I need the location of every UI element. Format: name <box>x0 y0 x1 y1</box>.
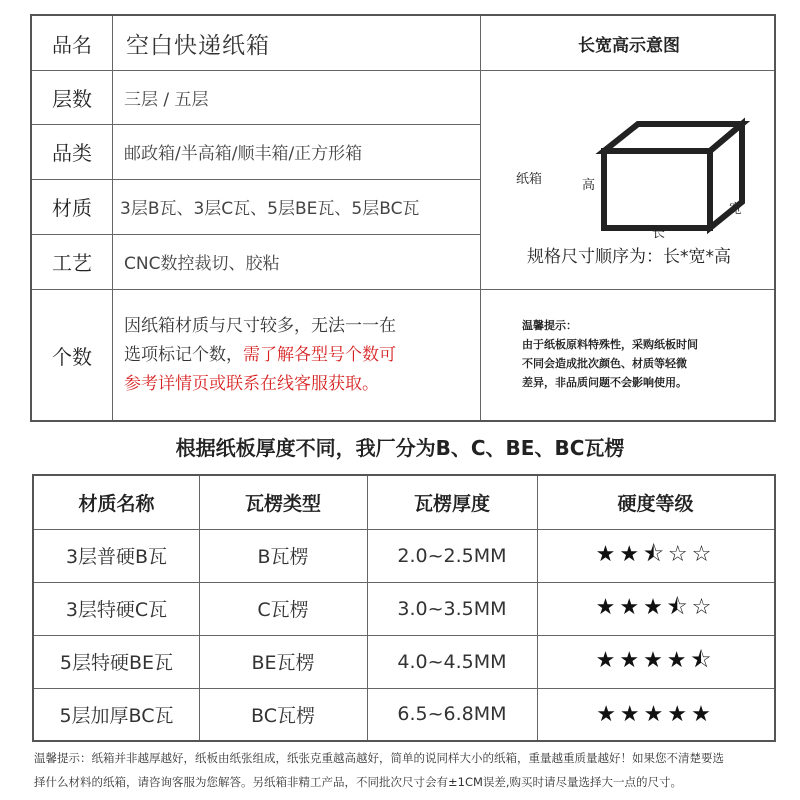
quantity-line-2-highlight: 需了解各型号个数可 <box>243 345 396 365</box>
height-label: 高 <box>582 178 596 193</box>
label-quantity: 个数 <box>52 345 92 369</box>
star-rating: ★★★★⯪ <box>595 647 716 673</box>
diagram-title: 长宽高示意图 <box>578 35 680 56</box>
header-flute-thickness: 瓦楞厚度 <box>413 493 490 515</box>
quantity-line-3-highlight: 参考详情页或联系在线客服获取。 <box>124 374 379 394</box>
table-cell-type: BC瓦楞 <box>251 704 315 727</box>
quantity-line-1: 因纸箱材质与尺寸较多，无法一一在 <box>124 316 396 336</box>
table-cell-name: 5层加厚BC瓦 <box>59 704 174 727</box>
table-cell-name: 3层特硬C瓦 <box>65 599 168 621</box>
value-quantity <box>124 312 480 399</box>
grade-table <box>32 474 776 742</box>
header-material-name: 材质名称 <box>78 493 155 515</box>
table-cell-thickness: 4.0~4.5MM <box>397 650 507 673</box>
label-material: 材质 <box>52 196 92 220</box>
value-category: 邮政箱/半高箱/顺丰箱/正方形箱 <box>124 144 363 164</box>
value-layers: 三层 / 五层 <box>124 89 209 110</box>
footer-note <box>34 746 774 794</box>
tip-note <box>522 316 772 392</box>
table-cell-type: BE瓦楞 <box>251 652 315 674</box>
width-label: 宽 <box>729 202 743 217</box>
quantity-line-2-text: 选项标记个数， <box>124 345 243 365</box>
divider <box>32 289 774 290</box>
footer-line: 择什么材料的纸箱，请咨询客服为您解答。另纸箱非精工产品，不同批次尺寸会有±1CM误差,购买时请尽量选择大一点的尺寸。 <box>34 775 683 789</box>
table-cell-name: 3层普硬B瓦 <box>65 546 168 568</box>
divider <box>480 70 774 71</box>
value-product-name: 空白快递纸箱 <box>126 32 270 59</box>
footer-line: 温馨提示：纸箱并非越厚越好，纸板由纸张组成，纸张克重越高越好，简单的说同样大小的纸箱，重量越重质量越好！如果您不清楚要选 <box>34 751 724 765</box>
header-flute-type: 瓦楞类型 <box>244 493 321 515</box>
star-rating: ★★★★★ <box>596 701 715 727</box>
star-rating: ★★⯪☆☆ <box>595 541 716 567</box>
tip-line: 差异，非品质问题不会影响使用。 <box>522 376 687 389</box>
box-label: 纸箱 <box>516 172 543 187</box>
header-hardness: 硬度等级 <box>617 493 694 515</box>
divider <box>112 16 113 420</box>
label-process: 工艺 <box>52 251 92 275</box>
quantity-line-2 <box>124 341 480 370</box>
label-product-name: 品名 <box>52 32 92 57</box>
spec-table <box>30 14 776 422</box>
section-subtitle: 根据纸板厚度不同，我厂分为B、C、BE、BC瓦楞 <box>175 436 625 460</box>
table-cell-type: C瓦楞 <box>257 599 309 621</box>
dimension-order-text: 规格尺寸顺序为：长*宽*高 <box>527 247 731 267</box>
tip-line: 由于纸板原料特殊性，采购纸板时间 <box>522 338 698 351</box>
table-cell-thickness: 6.5~6.8MM <box>397 703 507 725</box>
star-rating: ★★★⯪☆ <box>595 594 716 620</box>
length-label: 长 <box>652 226 666 241</box>
value-material: 3层B瓦、3层C瓦、5层BE瓦、5层BC瓦 <box>120 199 420 219</box>
table-cell-name: 5层特硬BE瓦 <box>59 652 174 674</box>
tip-line: 不同会造成批次颜色、材质等轻微 <box>522 357 687 370</box>
value-process: CNC数控裁切、胶粘 <box>124 254 280 274</box>
table-cell-thickness: 2.0~2.5MM <box>397 544 507 567</box>
label-layers: 层数 <box>52 86 92 111</box>
divider <box>480 16 481 420</box>
table-cell-thickness: 3.0~3.5MM <box>397 597 507 620</box>
table-cell-type: B瓦楞 <box>257 546 309 568</box>
tip-title: 温馨提示： <box>522 319 577 332</box>
label-category: 品类 <box>52 141 92 165</box>
